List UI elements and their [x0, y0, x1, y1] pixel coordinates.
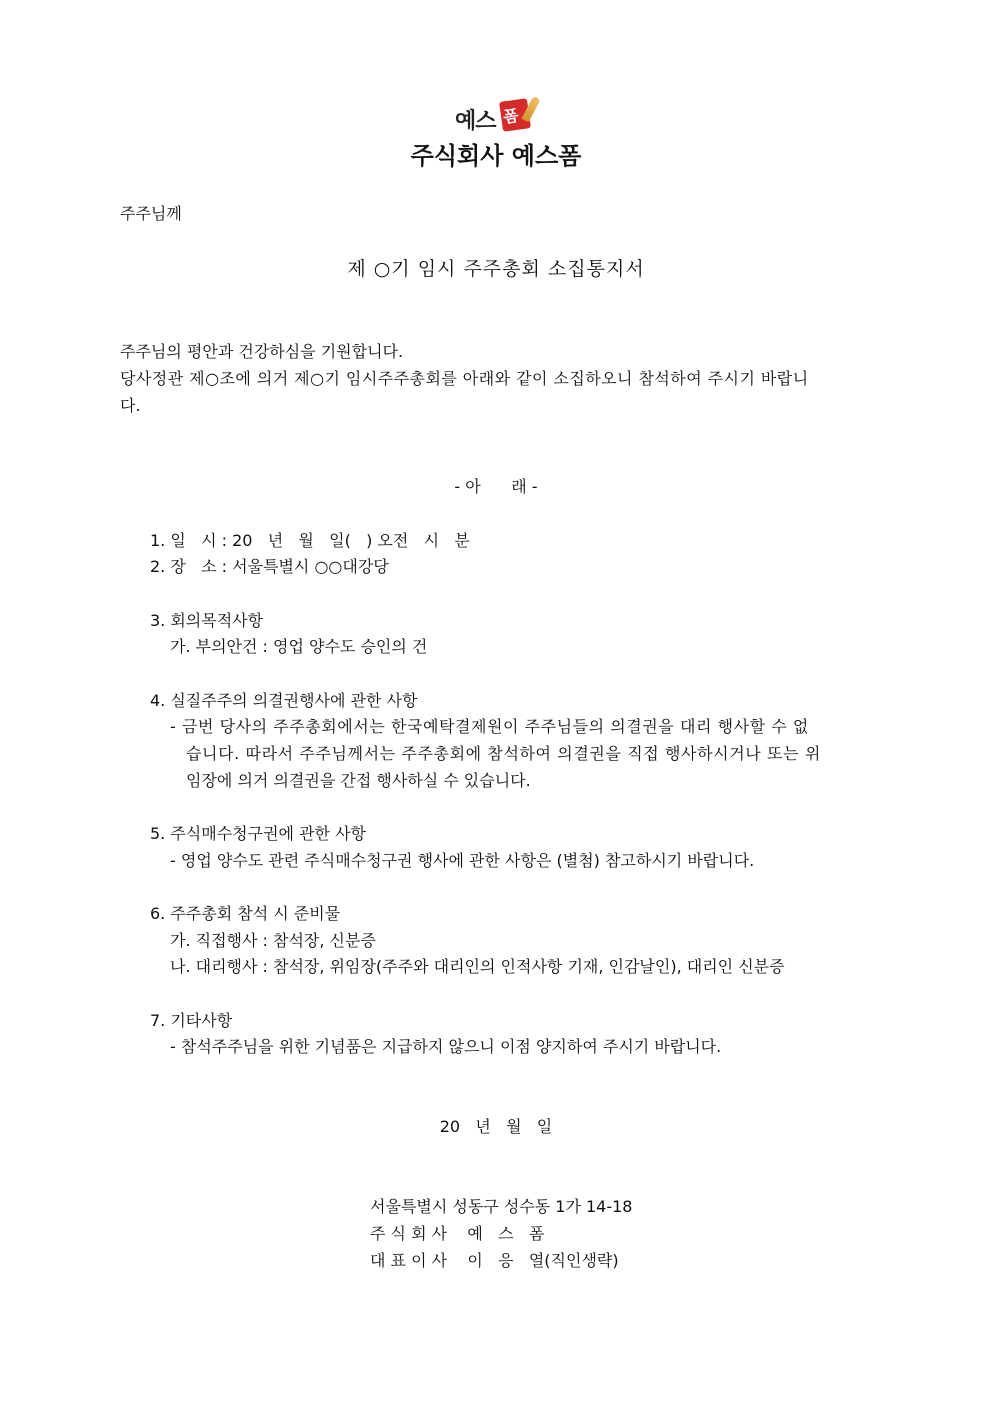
item-1-datetime: 1. 일 시 : 20 년 월 일( ) 오전 시 분 — [150, 531, 470, 550]
item-4-line-2: 습니다. 따라서 주주님께서는 주주총회에 참석하여 의결권을 직접 행사하시거나 또는 위 — [186, 744, 821, 763]
notice-date: 20 년 월 일 — [439, 1117, 553, 1136]
item-4-line-1: - 금번 당사의 주주총회에서는 한국예탁결제원이 주주님들의 의결권을 대리 행사할 수 없 — [170, 717, 809, 736]
item-3-agenda: 가. 부의안건 : 영업 양수도 승인의 건 — [170, 637, 428, 656]
company-logo — [455, 100, 545, 134]
intro-line-2: 당사정관 제○조에 의거 제○기 임시주주총회를 아래와 같이 소집하오니 참석하여 주시기 바랍니 — [120, 369, 809, 388]
item-6-direct: 가. 직접행사 : 참석장, 신분증 — [170, 931, 376, 950]
logo-badge-text: 폼 — [501, 105, 520, 127]
company-address: 서울특별시 성동구 성수동 1가 14-18 — [370, 1197, 633, 1216]
item-6-title: 6. 주주총회 참석 시 준비물 — [150, 904, 341, 923]
item-5-title: 5. 주식매수청구권에 관한 사항 — [150, 824, 366, 843]
logo-text: 예스 — [455, 109, 496, 134]
signature-company: 주 식 회 사 예 스 폼 — [370, 1224, 545, 1243]
intro-line-1: 주주님의 평안과 건강하심을 기원합니다. — [120, 342, 404, 361]
item-5-line-1: - 영업 양수도 관련 주식매수청구권 행사에 관한 사항은 (별첨) 참고하시기 바랍니다. — [170, 851, 755, 870]
item-3-title: 3. 회의목적사항 — [150, 611, 264, 630]
signature-ceo: 대 표 이 사 이 응 열(직인생략) — [370, 1251, 619, 1270]
document-title: 제 ○기 임시 주주총회 소집통지서 — [347, 258, 645, 280]
item-7-line-1: - 참석주주님을 위한 기념품은 지급하지 않으니 이점 양지하여 주시기 바랍니다. — [170, 1037, 722, 1056]
company-title: 주식회사 예스폼 — [410, 142, 582, 170]
greeting-to: 주주님께 — [120, 204, 182, 223]
item-2-place: 2. 장 소 : 서울특별시 ○○대강당 — [150, 557, 389, 576]
item-6-proxy: 나. 대리행사 : 참석장, 위임장(주주와 대리인의 인적사항 기재, 인감날인), 대리인 신분증 — [170, 957, 785, 976]
item-4-title: 4. 실질주주의 의결권행사에 관한 사항 — [150, 691, 418, 710]
intro-line-3: 다. — [120, 396, 141, 415]
item-7-title: 7. 기타사항 — [150, 1011, 233, 1030]
item-4-line-3: 임장에 의거 의결권을 간접 행사하실 수 있습니다. — [186, 771, 531, 790]
below-heading: - 아 래 - — [454, 477, 538, 496]
